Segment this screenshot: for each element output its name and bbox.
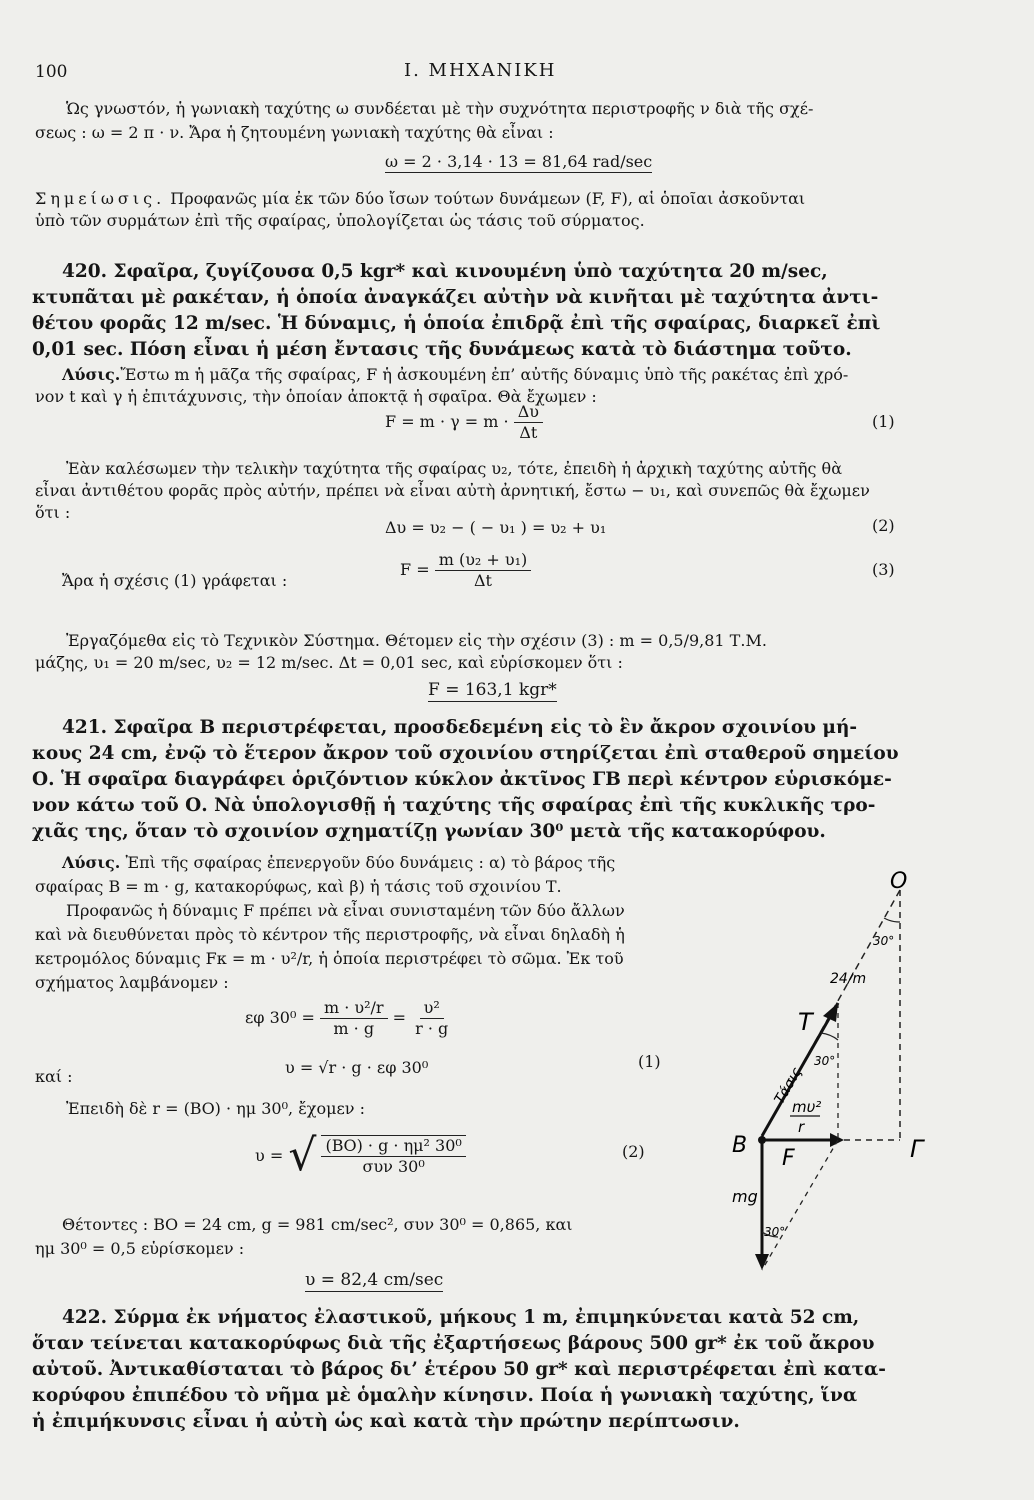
- solution-421-line-8: Θέτοντες : ΒΟ = 24 cm, g = 981 cm/sec², συν 30⁰ = 0,865, και: [62, 1215, 573, 1234]
- label-r: r: [798, 1118, 805, 1136]
- eqc-num: (ΒΟ) · g · ημ² 30⁰: [321, 1136, 465, 1157]
- solution-421-line-9: ημ 30⁰ = 0,5 εὑρίσκομεν :: [35, 1239, 245, 1258]
- solution-421-line-1: [62, 852, 615, 874]
- solution-421-line-2: σφαίρας Β = m · g, κατακορύφως, καὶ β) ἡ τάσις τοῦ σχοινίου Τ.: [35, 877, 562, 896]
- eq1-den: Δt: [519, 423, 538, 442]
- solution-421-label: Λύσις.: [62, 853, 121, 872]
- solution-420-text-1: Ἔστω m ἡ μᾶζα τῆς σφαίρας, F ἡ ἀσκουμένη ἐπ’ αὐτῆς δύναμις ὑπὸ τῆς ρακέτας ἐπὶ χρό-: [120, 365, 849, 384]
- label-tasis: Τάσις: [771, 1064, 806, 1107]
- eqc-left: υ =: [255, 1146, 284, 1165]
- eqb-tag: (1): [638, 1052, 661, 1071]
- sphere-b: [758, 1136, 766, 1144]
- solution-421-text-1: Ἐπὶ τῆς σφαίρας ἐπενεργοῦν δύο δυνάμεις : α) τὸ βάρος τῆς: [125, 853, 616, 872]
- problem-422-line-3: αὐτοῦ. Ἀντικαθίσταται τὸ βάρος δι’ ἑτέρου 50 gr* καὶ περιστρέφεται ἐπὶ κατα-: [32, 1359, 886, 1380]
- eq1-fraction: [514, 402, 543, 443]
- eqc-radical: √: [288, 1130, 317, 1181]
- problem-422-line-4: κορύφου ἐπιπέδου τὸ νῆμα μὲ ὁμαλὴν κίνησιν. Ποία ἡ γωνιακὴ ταχύτης, ἵνα: [32, 1385, 858, 1406]
- solution-420-line-3: Ἐὰν καλέσωμεν τὴν τελικὴν ταχύτητα τῆς σφαίρας υ₂, τότε, ἐπειδὴ ἡ ἀρχικὴ ταχύτης αὐτῆς θὰ: [66, 459, 842, 478]
- problem-421-line-2: κους 24 cm, ἐνῷ τὸ ἕτερον ἄκρον τοῦ σχοινίου στηρίζεται ἐπὶ σταθεροῦ σημείου: [32, 743, 899, 764]
- eq1-tag: (1): [872, 412, 895, 431]
- solution-421-line-4: καὶ νὰ διευθύνεται πρὸς τὸ κέντρον τῆς περιστροφῆς, νὰ εἶναι δηλαδὴ ἡ: [35, 925, 625, 944]
- eq3-fraction: [435, 550, 532, 591]
- problem-420-line-4: 0,01 sec. Πόση εἶναι ἡ μέση ἔντασις τῆς δυνάμεως κατὰ τὸ διάστημα τοῦτο.: [32, 339, 852, 360]
- solution-421-line-5: κετρομόλος δύναμις Fκ = m · υ²/r, ἡ ὁποία περιστρέφει τὸ σῶμα. Ἐκ τοῦ: [35, 949, 624, 968]
- page-number: 100: [35, 62, 68, 82]
- kai-label: καί :: [35, 1067, 73, 1086]
- parallel-dashed-line: [762, 1140, 838, 1270]
- solution-420-line-7: μάζης, υ₁ = 20 m/sec, υ₂ = 12 m/sec. Δt = 0,01 sec, καὶ εὑρίσκομεν ὅτι :: [35, 653, 623, 672]
- label-o: O: [890, 869, 908, 894]
- label-length: 24/m: [830, 971, 867, 987]
- intro-result: [385, 152, 652, 171]
- eqa-left: εφ 30⁰ =: [245, 1008, 315, 1027]
- solution-421-line-3: Προφανῶς ἡ δύναμις F πρέπει νὰ εἶναι συνισταμένη τῶν δύο ἄλλων: [66, 901, 625, 920]
- eq3-left: F =: [400, 560, 430, 579]
- label-t: T: [798, 1008, 813, 1036]
- solution-420-line-2: νον t καὶ γ ἡ ἐπιτάχυνσις, τὴν ὁποίαν ἀποκτᾷ ἡ σφαῖρα. Θὰ ἔχωμεν :: [35, 387, 597, 406]
- problem-422-line-2: ὅταν τείνεται κατακορύφως διὰ τῆς ἐξαρτήσεως βάρους 500 gr* ἐκ τοῦ ἄκρου: [32, 1333, 875, 1354]
- label-f: F: [782, 1146, 795, 1171]
- equation-420-3: [400, 550, 531, 591]
- note-label: Σημείωσις.: [35, 189, 166, 208]
- problem-422-line-1: 422. Σύρμα ἐκ νήματος ἐλαστικοῦ, μήκους 1 m, ἐπιμηκύνεται κατὰ 52 cm,: [62, 1307, 860, 1328]
- eq1-num: Δυ: [514, 402, 543, 423]
- running-title: Ι. ΜΗΧΑΝΙΚΗ: [404, 60, 557, 81]
- label-gamma: Γ: [910, 1135, 924, 1163]
- note-text-1: Προφανῶς μία ἐκ τῶν δύο ἴσων τούτων δυνάμεων (F, F), αἱ ὁποῖαι ἀσκοῦνται: [170, 189, 806, 208]
- note-line-1: [35, 188, 805, 210]
- eqa-den-2: r · g: [415, 1019, 449, 1038]
- force-diagram: [720, 860, 940, 1280]
- intro-result-text: ω = 2 · 3,14 · 13 = 81,64 rad/sec: [385, 152, 653, 171]
- eq3-den: Δt: [474, 571, 492, 590]
- problem-422-line-5: ἡ ἐπιμήκυνσις εἶναι ἡ αὐτὴ ὡς καὶ κατὰ τὴν πρώτην περίπτωσιν.: [32, 1411, 740, 1432]
- equation-421-b: υ = √r · g · εφ 30⁰: [285, 1058, 429, 1077]
- problem-420-line-3: θέτου φορᾶς 12 m/sec. Ἡ δύναμις, ἡ ὁποία ἐπιδρᾷ ἐπὶ τῆς σφαίρας, διαρκεῖ ἐπὶ: [32, 313, 881, 334]
- label-angle-top: 30°: [873, 934, 895, 948]
- problem-420-line-1: 420. Σφαῖρα, ζυγίζουσα 0,5 kgr* καὶ κινουμένη ὑπὸ ταχύτητα 20 m/sec,: [62, 261, 828, 282]
- equation-421-c: [255, 1130, 466, 1181]
- problem-421-line-4: νον κάτω τοῦ Ο. Νὰ ὑπολογισθῇ ἡ ταχύτης τῆς σφαίρας ἐπὶ τῆς κυκλικῆς τρο-: [32, 795, 876, 816]
- label-mg: mg: [732, 1187, 758, 1206]
- eqa-num-1: m · υ²/r: [320, 998, 388, 1019]
- note-line-2: ὑπὸ τῶν συρμάτων ἐπὶ τῆς σφαίρας, ὑπολογίζεται ὡς τάσις τοῦ σύρματος.: [35, 211, 645, 230]
- eqa-fraction-2: [411, 998, 452, 1039]
- label-angle-mid: 30°: [814, 1054, 836, 1068]
- tension-arrowhead: [823, 1003, 838, 1022]
- label-mv2: mυ²: [792, 1098, 822, 1116]
- solution-420-line-6: Ἐργαζόμεθα εἰς τὸ Τεχνικὸν Σύστημα. Θέτομεν εἰς τὴν σχέσιν (3) : m = 0,5/9,81 Τ.Μ.: [66, 631, 767, 650]
- eqa-den-1: m · g: [333, 1019, 375, 1038]
- equation-420-2: Δυ = υ₂ − ( − υ₁ ) = υ₂ + υ₁: [385, 518, 607, 537]
- top-angle-arc: [884, 918, 900, 922]
- problem-421-line-5: χιᾶς της, ὅταν τὸ σχοινίον σχηματίζῃ γωνίαν 30⁰ μετὰ τῆς κατακορύφου.: [32, 821, 826, 842]
- solution-420-label: Λύσις.: [62, 365, 121, 384]
- eq3-lead: Ἄρα ἡ σχέσις (1) γράφεται :: [62, 571, 288, 590]
- solution-421-line-7: Ἐπειδὴ δὲ r = (ΒΟ) · ημ 30⁰, ἔχομεν :: [66, 1099, 365, 1118]
- label-angle-bottom: 30°: [764, 1225, 786, 1239]
- eqa-num-2: υ²: [420, 998, 444, 1019]
- eqc-den: συν 30⁰: [362, 1156, 425, 1176]
- result-421: [305, 1270, 443, 1290]
- solution-420-line-5: ὅτι :: [35, 503, 71, 522]
- equation-421-a: [245, 998, 452, 1039]
- solution-420-line-1: [62, 364, 848, 386]
- eq1-left: F = m · γ = m ·: [385, 412, 509, 431]
- problem-421-line-3: Ο. Ἡ σφαῖρα διαγράφει ὁριζόντιον κύκλον ἀκτῖνος ΓΒ περὶ κέντρον εὑρισκόμε-: [32, 769, 892, 790]
- eqc-fraction: [321, 1135, 465, 1177]
- centripetal-arrowhead: [830, 1133, 844, 1147]
- eq2-tag: (2): [872, 516, 895, 535]
- result-420-text: F = 163,1 kgr*: [428, 680, 557, 700]
- intro-line-1: Ὡς γνωστόν, ἡ γωνιακὴ ταχύτης ω συνδέεται μὲ τὴν συχνότητα περιστροφῆς ν διὰ τῆς σχέ-: [66, 99, 814, 118]
- label-b: B: [732, 1133, 748, 1158]
- solution-421-line-6: σχήματος λαμβάνομεν :: [35, 973, 229, 992]
- result-420: [428, 680, 557, 700]
- eqa-equals: =: [392, 1008, 407, 1027]
- middle-angle-arc: [821, 1033, 838, 1040]
- equation-420-1: [385, 402, 543, 443]
- result-421-text: υ = 82,4 cm/sec: [305, 1270, 444, 1290]
- solution-420-line-4: εἶναι ἀντιθέτου φορᾶς πρὸς αὐτήν, πρέπει νὰ εἶναι αὐτὴ ἀρνητική, ἔστω − υ₁, καὶ συνεπῶς θὰ ἔχωμεν: [35, 481, 870, 500]
- eqa-fraction-1: [320, 998, 388, 1039]
- eq3-tag: (3): [872, 560, 895, 579]
- problem-420-line-2: κτυπᾶται μὲ ρακέταν, ἡ ὁποία ἀναγκάζει αὐτὴν νὰ κινῆται μὲ ταχύτητα ἀντι-: [32, 287, 879, 308]
- problem-421-line-1: 421. Σφαῖρα Β περιστρέφεται, προσδεδεμένη εἰς τὸ ἓν ἄκρον σχοινίου μή-: [62, 717, 858, 738]
- intro-line-2: σεως : ω = 2 π · ν. Ἄρα ἡ ζητουμένη γωνιακὴ ταχύτης θὰ εἶναι :: [35, 123, 554, 142]
- eqc-tag: (2): [622, 1142, 645, 1161]
- eq3-num: m (υ₂ + υ₁): [435, 550, 532, 571]
